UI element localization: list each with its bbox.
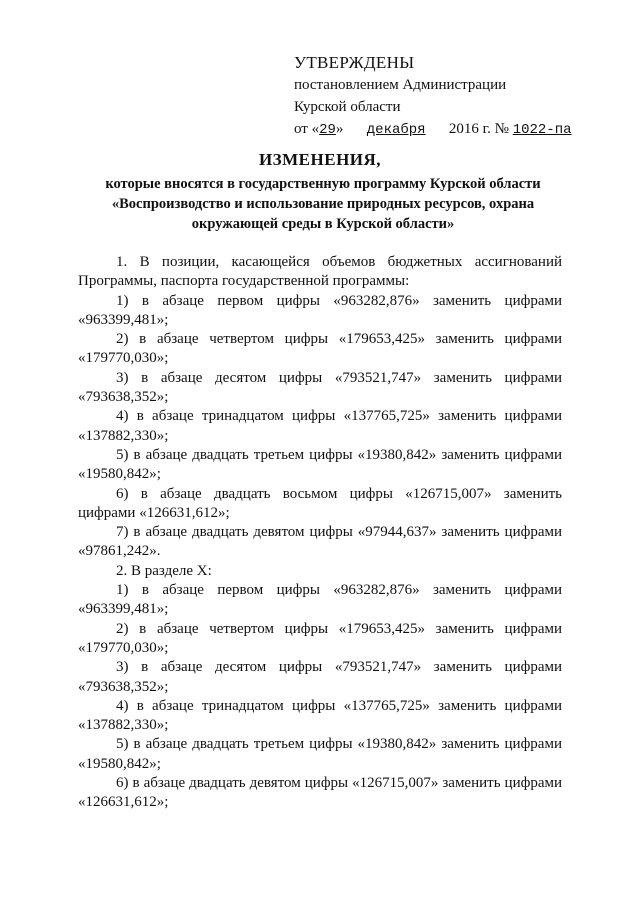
paragraph: 7) в абзаце двадцать девятом цифры «97944,637» заменить цифрами «97861,242».	[78, 524, 562, 560]
paragraph: 2) в абзаце четвертом цифры «179653,425» заменить цифрами «179770,030»;	[78, 331, 562, 367]
paragraph: 4) в абзаце тринадцатом цифры «137765,725» заменить цифрами «137882,330»;	[78, 697, 562, 734]
paragraph: 6) в абзаце двадцать восьмом цифры «126715,007» заменить цифрами «126631,612»;	[78, 485, 562, 521]
approval-line-1: постановлением Администрации	[294, 77, 507, 93]
paragraph: 5) в абзаце двадцать третьем цифры «19380,842» заменить цифрами «19580,842»;	[78, 446, 562, 483]
doc-number: 1022-па	[512, 122, 572, 138]
date-prefix: от «	[294, 121, 320, 137]
paragraph: 1. В позиции, касающейся объемов бюджетных ассигнований Программы, паспорта государственной программы:	[78, 254, 562, 290]
paragraph: 5) в абзаце двадцать третьем цифры «19380,842» заменить цифрами «19580,842»;	[78, 736, 562, 772]
paragraph: 4) в абзаце тринадцатом цифры «137765,725» заменить цифрами «137882,330»;	[78, 408, 562, 444]
date-year: 2016 г. №	[448, 121, 509, 137]
approval-line-2: Курской области	[294, 99, 401, 115]
paragraph: 3) в абзаце десятом цифры «793521,747» заменить цифрами «793638,352»;	[78, 369, 562, 406]
paragraph: 2) в абзаце четвертом цифры «179653,425» заменить цифрами «179770,030»;	[78, 620, 562, 656]
date-month: декабря	[366, 122, 426, 138]
paragraph: 1) в абзаце первом цифры «963282,876» заменить цифрами «963399,481»;	[78, 292, 562, 328]
date-mid: »	[335, 121, 344, 137]
paragraph: 1) в абзаце первом цифры «963282,876» заменить цифрами «963399,481»;	[78, 582, 562, 618]
date-day: 29	[319, 122, 336, 138]
approval-block	[294, 52, 624, 141]
paragraph: 6) в абзаце двадцать девятом цифры «126715,007» заменить цифрами «126631,612»;	[78, 775, 562, 811]
approval-heading: УТВЕРЖДЕНЫ	[294, 53, 415, 72]
document-title: ИЗМЕНЕНИЯ,	[258, 150, 382, 169]
document-subtitle: которые вносятся в государственную программу Курской области «Воспроизводство и использование природных ресурсов, охрана окружающей среды в Курской области»	[105, 176, 541, 232]
paragraph: 2. В разделе X:	[116, 562, 212, 579]
document-body	[78, 253, 562, 813]
approval-date-line	[294, 118, 624, 141]
paragraph: 3) в абзаце десятом цифры «793521,747» заменить цифрами «793638,352»;	[78, 659, 562, 695]
